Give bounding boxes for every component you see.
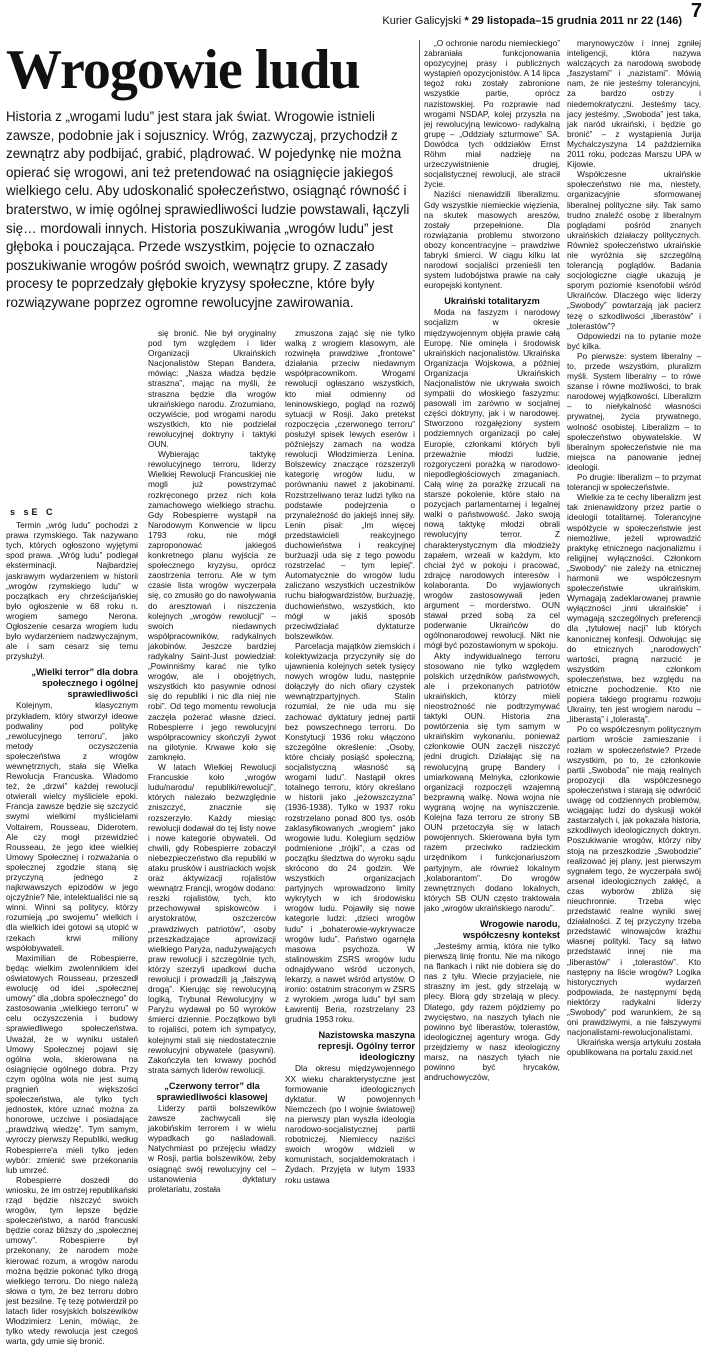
article-column-4 — [424, 38, 560, 1100]
column-divider — [419, 40, 420, 1100]
paragraph: Współczesne ukraińskie społeczeństwo nie ma, niestety, organizacyjnie sformowanej liberalnej polityczne siły. Tak samo trudno znaleźć osobę z liberalnym poglądami pośród znanych ukraińskich działaczy politycznych. Również społeczeństwo ukraińskie nie wyróżnia się szczególną tolerancją poglądów. Badania socjologiczne ciągle ukazują je sporym poziomie ksenofobii wśród Ukraińców. Dlaczego więc liderzy „Swobody” powtarzają jak pacierz tezę o szkodliwości „liberastów” i „tolerastów”? — [567, 169, 701, 331]
section-heading: „Czerwony terror” dla sprawiedliwości klasowej — [156, 1080, 268, 1102]
section-heading: Ukraiński totalitaryzm — [444, 296, 540, 307]
article-column-3 — [285, 328, 415, 1185]
paragraph: Po drugie: liberalizm – to przymat tolerancji w społeczeństwie. — [567, 472, 701, 493]
page-header — [0, 0, 708, 38]
publication-name: Kurier Galicyjski — [382, 15, 462, 27]
paragraph: Dla okresu międzywojennego XX wieku charakterystyczne jest formowanie ideologicznych dyktatur. W powojennych Niemczech (po I wojnie światowej) na pierwszy plan wyszła ideologia narodowo-socjalistycznej partii robotniczej. Niemieccy naziści swoich wrogów widzieli w komunistach, socjaldemokratach i Żydach. Przyjęta w lutym 1933 roku ustawa — [285, 1063, 415, 1185]
paragraph: zmuszona zająć się nie tylko walką z wrogiem klasowym, ale rozwinęła prawdziwe „frontowe” działania przeciw niedawnym współpracownikom. Wrogami rewolucji ogłaszano wszystkich, kto miał odmienny od leninowskiego, pogląd na rozwój sytuacji w Rosji. Jako pretekst rozpoczęcia „czerwonego terroru” posłużył spisek lewych eserów i późniejszy zamach na wodza rewolucji Włodzimierza Lenina. Bolszewicy znaczące rozszerzyli kategorię wrogów ludu, w porównaniu nawet z jakobinami. Rozstrzeliwano teraz ludzi tylko na podstawie podejrzenia o przynależność do jakiejś innej siły. Lenin pisał: „Im więcej przedstawicieli reakcyjnego duchowieństwa i reakcyjnej burżuazji uda się z tego powodu rozstrzelać – tym lepiej”. Automatycznie do wrogów ludu zaliczano wszystkich uczestników ruchu białogwardzistów, burżuazję, duchowieństwo, wszystkich, kto mógł w jakiś sposób przeciwdziałać dyktaturze bolszewików. — [285, 328, 415, 641]
paragraph: Po pierwsze: system liberalny – to, przede wszystkim, pluralizm myśli. System liberalny – to rówe szanse i równe możliwości, to brak narodowej wyjątkowości. Liberalizm – to niełykalność własności prywatnej, życia prywatnego, wolność osobistej. Liberalizm – to społeczeństwo obywatelskie. W liberalnym społeczeństwie nie ma miejsca na panowanie jednej ideologii. — [567, 350, 701, 472]
paragraph: Liderzy partii bolszewików zawsze zachwycali się jakobińskim terrorem i w wielu wypadkach go naśladowali. Natychmiast po przejęciu władzy w Rosji, partia bolszewików, żeby osiągnąć swój rewolucyjny cel – ustanowienia dyktatury proletariatu, została — [148, 1102, 276, 1194]
paragraph: Maximilian de Robespierre, będąc wielkim zwolennikiem idei oświatowych Rousseau, przeszedł ewolucję od idei „społecznej umowy” dla „dobra społecznego” do zastosowania „wielkiego terroru” w celu oczyszczenia i budowy sprawiedliwego społeczeństwa. Uważał, że w wyniku ustaleń Umowy Społecznej pojawi się ogólna wola, skierowana na osiągnięcie ogólnego dobra. Przy czym ogólna wola nie jest sumą pragnień większości społeczeństwa, ale tylko tych jednostek, które uznać można za honorowe, uczciwe i posiadające „prawdziwą wiedzę”. Tym samym, wyroczy pierwszy Republiki, według Robespierre'a mieli tylko jeden wybór: zmienić swe przekonania lub umrzeć. — [6, 952, 138, 1175]
article-column-5 — [567, 38, 701, 1100]
paragraph: Akty indywidualnego terroru stosowano nie tylko względem polskich urzędników państwowych, ale i przekonanych patriotów ukraińskich, którzy mieli nieostrożność nie podtrzymywać taktyki OUN. Historia zna powtórzenia się tym samym w ukraińskim wykonaniu, ponieważ członkowie OUN zaczęli niszczyć jedni drugich. Działając się na rewolucyjną grupę Bandery i umiarkowaną Melnyka, członkowie organizacji rozpoczęli wzajemną bezprawną walkę. Nowa wojna nie wygraną wojnę na wyniszczenie. Kolejna faza terroru ze strony SB OUN przetoczyła się w latach powojennych. Skierowana była tym razem przeciwko radzieckim urzędnikom i funkcjonariuszom partyjnym, ale również lokalnym „kolaborantom”. Do wrogów zewnętrznych dodano lokalnych, których SB OUN często traktowała jako „wrogów ukraińskiego narodu”. — [424, 650, 560, 913]
paragraph: W latach Wielkiej Rewolucji Francuskie koło „wrogów ludu/narodu/ republiki/rewolucji”, których nalezało bezwzględnie zniszczyć, znacznie się rozszerzyło. Każdy miesiąc rewolucji dodawał do tej listy nowe i nowe kategorie obywateli. Od chwili, gdy Robespierre zobaczył niebezpieczeństwo dla republiki w ataku prusków i austriackich wojsk oraz aktywizacji rojalistów wewnątrz Francji, wrogów dodano: reszki rojalistów, tych, kto przechowywał spiskowców i arystokratów, oszczerców „prawdziwych patriotów”, osoby przeszkadzające aprowizacji wielkiego Paryża, nadużywających praw rewolucji i szczególnie tych, którzy szerzyli upadkowi ducha rewolucji i prowadzili ją „fałszywą drogą”. Kierując się rewolucyjną logiką, Trybunał Rewolucyjny w Paryżu wydawał po 50 wyroków śmierci dziennie. Początkowo byli to rojaliści, potem ich sympatycy, kolejnymi stali się niedostatecznie rewolucyjni obywatele (pasywni). Zakończyła ten krwawy pochód strata samych liderów rewolucji. — [148, 762, 276, 1075]
section-heading: „Wielki terror” dla dobra społecznego i ogólnej sprawiedliwości — [31, 667, 138, 700]
paragraph: „Jesteśmy armią, która nie tylko pierwszą linię frontu. Nie ma nikogo na flankach i nikt nie dobiera się do nas z tyłu. Wiecie przyjaciele, nie straszny im jest, gdy strzelają w plecy. Biorą gdy strzelają w plecy. Dlatego, gdy razem pójdziemy po zwycięstwo, na naszych tyłach nie powinno być liberastów, tolerastów, ideologicznej agentury wroga. Gdy przejdziemy w nasz ideologiczny marsz, na naszych tyłach nie powinno być hrycaków, andruchowyczów, — [424, 940, 560, 1083]
paragraph: Naziści nienawidzili liberalizmu. Gdy wszystkie niemieckie więzienia, na skutek masowych areszów, zostały przepełnione. Dla rozwiązania problemu stworzono obozy koncentracyjne – prawdziwe fabryki śmierci. W ciągu kilku lat narodowi socjaliści przenieśli ten system ludobójstwa prawie na cały europejski kontynent. — [424, 189, 560, 291]
article-headline: Wrogowie ludu — [6, 39, 360, 101]
paragraph: Termin „wróg ludu” pochodzi z prawa rzymskiego. Tak nazywano tych, których ogłoszono wyjętymi spod prawa. „Wróg ludu” podlegał eksterminacji. Najbardziej jaskrawym wydarzeniem w historii „wrogów rzymskiego ludu” w początkach ery chrześcijańskiej było ogłoszenie w 68 roku n. wrogiem samego Nerona. Ogłoszenie cesarza wrogiem ludu było wydarzeniem nadzwyczajnym, ale i sam cesarz się temu przysłużył. — [6, 520, 138, 662]
paragraph: marynowyczów i innej zgniłej inteligencji, która nazywa walczących za narodową swobodę „faszystami” i „nazistami”. Mówią nam, że nie jesteśmy tolerancyjni, za bardzo ostrzy i niedemokratyczni. Jesteśmy tacy, jacy jesteśmy. „Swoboda” jest taka, jak naród ukraiński, i będzie go bronić” – z wystąpienia Jurija Mychalczyszyna 14 października 2011 roku, podczas Marszu UPA w Kijowie. — [567, 38, 701, 170]
paragraph: Robespierre doszedł do wniosku, że im ostrzej republikański rząd będzie niszczyć swoich wrogów, tym lepsze będzie społeczeństwo, a naród francuski będzie coraz bliższy do „społecznej umowy”. Robespierre był przekonany, że narodem może kierować rozum, a wrogów narodu można będzie pokonać tylko drogą wielkiego terroru. Do niego należą słowa o tym, że bez terroru dobro jest bezsilne. Tę tezę potwierdził po latach lider rosyjskich bolszewików Włodzimierz Lenin, mówiąc, że tylko wtedy rewolucja jest czegoś warta, gdy umie się bronić. — [6, 1174, 138, 1346]
paragraph: Moda na faszyzm i narodowy socjalizm w okresie międzywojennym objęła prawie całą Europę. Nie ominęła i środowisk ukraińskich nacjonalistów. Ukraińska Organizacja Wojskowa, a później Organizacja Ukraińskich Nacjonalistów nie ukrywała swoich sympatii do włoskiego faszyzmu: pasowali im zarówno w socjalnej części doktryny, jak i w narodowej. Stworzono rozgałęziony system podziemnych organizacji po całej Europie, członkami których byli przeważnie młodzi ludzie, rozgoryczeni porażką w narodowo-niepodległościowych zmaganiach. Całą winę za porażkę zrzucali na starsze pokolenie, które stało na pozycjach parlamentarnej i legalnej walki o państwowość. Jako swoją nową taktykę młodzi obrali rewolucyjny terror. Z charakterystycznym dla młodzieży zapałem, wrzeali w każdym, kto chciał żyć w pokoju i pracować, zdrajcę narodowych interesów i kolaboranta. Do wyjawionych wrogów zastosowywali jeden argument – morderstwo. OUN stawał przed sobą za cel poderwanie Ukraińców do ogólnonarodowej rewolucji. Nikt nie mógł być pozostawionym w spokoju. — [424, 307, 560, 651]
issue-info: * 29 listopada–15 grudnia 2011 nr 22 (146) — [464, 15, 682, 27]
paragraph: Po co współczesnym politycznym partiom wroście zamieszanie i rozłam w społeczeństwie? Przede wszystkim, po to, że członkowie partii „Swoboda” nie mają realnych propozycji dla współczesnego społeczeństwa i starają się odwrócić uwagę od codziennych problemów, wciągając ludzi do dyskusji wokół zastarzałych i, jak pokazała historia, szkodliwych ideologicznych doktryn. Poszukiwanie wrogów, którzy niby stoją na przeszkodzie „Swobodzie” realizować jej plany, jest pierwszym sygnałem tego, że wyczerpała swój arsenał ideologicznych zakłęć, a czas wyborów zbliża się nieuchronnie. Trzeba więc przedstawić realne wyniki swej działalności. Z tej przyczyny trzeba przedstawić winowajców kraźhu własnej polityki. Tacy są łatwo przedstawić innej nie ma „liberastów” i „tolerastów”. Kto następny na liście wrogów? Logika historycznych wydarzeń podpowiada, że następnymi będą niektórzy radykalni liderzy „Swobody” pod warunkiem, że są oni prawdziwymi, a nie fałszywymi nacjonalistami-rewolucjonalistami. — [567, 724, 701, 1038]
article-column-2 — [148, 328, 276, 1194]
section-heading: Nazistowska maszyna represji. Ogólny terror ideologiczny — [317, 1030, 415, 1063]
paragraph: Kolejnym, klasycznym przykładem, który stworzył ideowe podwaliny pod politykę „rewolucyjnego terroru”, jako metody oczyszczenia społeczeństwa z wrogów wewnętrznych, stała się Wielka Rewolucja Francuska. Wiadomo też, że „drzwi” każdej rewolucji otwierali wielcy myśliciele epoki. Francja zawsze będzie się szczycić swymi wielkimi myślicielami Voltairem, Rousseau, Diderotem. Ale czy mogł przewidzieć Rousseau, że jego idee wielkiej Umowy Społecznej i rozważania o społecznej zgodzie staną się przyczyną jednego z najkrwawszych epizodów w jego ojczyźnie? Nie, intelektualiści nie są winni. Winni są politycy, którzy rozumieją „po swojemu” wielkich i dla wielkich idei gotowi są utopić w rzekach krwi miliony współobywateli. — [6, 700, 138, 953]
author-byline: s sE C — [10, 507, 56, 517]
paragraph: Ukraińska wersja artykułu została opublikowana na portalu zaxid.net — [567, 1037, 701, 1058]
page-number: 7 — [690, 0, 702, 22]
section-heading: Wrogowie narodu, współczesny kontekst — [462, 918, 560, 940]
paragraph: Wielkie za te cechy liberalizm jest tak znienawidzony przez partie o ideologii totalitarnej. Tolerancyjne współżycie w społeczeństwie jest niemożliwe, jeżeli wprowadzić praktykę etnicznego nacjonalizmu i religijnej wyłączności. Członkom „Swobody” nie zależy na etnicznej harmonii we współczesnym społeczeństwie ukraińskim. Wymagają zadeklarowanej prawnie wyłączności „inni ukraińskie” i wymagają szczególnych preferencji dla „tytułowej nacji” lub których kanonicznej konfesji. Odwołując się do etnicznych „narodowych” wartości, pragną narzucić je wszystkim członkom społeczeństwa, bez względu na etniczne pochodzenie. Kto nie popiera takiego programu rozwoju Ukrainy, ten jest wrogiem narodu – „liberastą” i „tolerastą”. — [567, 492, 701, 725]
paragraph: się bronić. Nie był oryginalny pod tym względem i lider Organizacji Ukraińskich Nacjonalistów Stepan Bandera, mówiąc: „Nasza władza będzie straszna”, mając na myśli, że straszna będzie dla wrogów ukraińskiego narodu. Zrozumiano, oczywiście, pod wrogami narodu wszystkich, kto nie podzielał rewolucyjnej doktryny i taktyki OUN. — [148, 328, 276, 450]
lead-text: Historia z „wrogami ludu” jest stara jak świat. Wrogowie istnieli zawsze, podobnie jak i sojusznicy. Wróg, zazwyczaj, przychodził z zewnątrz aby podbijać, grabić, plądrować. W pojedynkę nie można opierać się wrogowi, ani też pretendować na osiągnięcie jakiegoś wielkiego celu. Aby udoskonalić społeczeństwo, osiągnąć równość i braterstwo, w imię ogólnej sprawiedliwości ludzie powstawali, łączyli się… mordowali innych. Historia poszukiwania „wrogów ludu” jest głęboka i pouczająca. Przede wszystkim, pojęcie to oznaczało poszukiwanie wrogów pośród swoich, wewnątrz grupy. Z zasady procesy te poprzedzały głębokie kryzysy społeczne, które były rozwiązywane poprzez ogromne rewolucyjne zawirowania. — [6, 109, 410, 310]
paragraph: Parcelacja majątków ziemskich i kolektywizacja przyczyniły się do ujawnienia kolejnych setek tysięcy nowych wrogów ludu, następnie dołączyły do nich ofiary czystek wewnątrzpartyjnych. Stalin rozumiał, że nie uda mu się zachować dyktatury jednej partii bez powszechnego terroru. Do Konstytucji 1936 roku włączono szczególne określenie: „Osoby, które chciały posiąść społeczną, socjalistyczną własność są wrogami ludu”. Nastąpił okres totalnego terroru, który określano w historii jako „jeżowszczyzna” (1936-1938). Tylko w 1937 roku rozstrzelano ponad 800 tys. osób zaklasyfikowanych „wrogiem” jako wrogowie ludu. Kolegium sędziów podmienione „trójki”, a czas od początku śledztwa do wyroku sądu skrócono do 24 godzin. We wszystkich organizacjach partyjnych wprowadzono limity wykrytych w ich środowisku wrogów ludu. Pojawiły się nowe kategorie ludzi: „dzieci wrogów ludu” i „bohaterowie-wykrywacze wrogów ludu”. Państwo ogarnęła masowa psychoza. W stalinowskim ZSRS wrogów ludu odnajdywano wśród uczonych, lekarzy, a nawet wśród artystów. O ironio: ostatnim straconym w ZSRS z wyrokiem „wroga ludu” był sam Ławrentij Beria, rozstrzelany 23 grudnia 1953 roku. — [285, 640, 415, 1025]
paragraph: Odpowiedzi na to pytanie może być kilka. — [567, 330, 701, 351]
paragraph: „O ochronie narodu niemieckiego” zabraniała funkcjonowania opozycyjnej prasy i publicznych wystąpień opozycjonistów. A 14 lipca tegoż roku zostały zabronione wszystkie partie, oprócz nazistowskiej. Po rozprawie nad wrogami NSDAP, kolej przyszła na jej rewolucyjną lewicowo- radykalną grupę – „Oddziały szturmowe” SA. Dowódca tych oddziałów Ernst Röhm miał nadzieję na urzeczywistnienie drugiej, socjalistycznej rewolucji, ale stracił życie. — [424, 38, 560, 190]
publication-line — [382, 15, 682, 27]
article-lead — [6, 108, 414, 313]
paragraph: Wybierając taktykę rewolucyjnego terroru, liderzy Wielkiej Rewolucji Francuskiej nie mogli już powstrzymać rozkręconego przez nich koła zamachowego wielkiego strachu. Gdy Robespierre wystąpił na Narodowym Konwencie w lipcu 1793 roku, nie mógł zaproponować jakiegoś konkretnego planu wyjścia ze społecznego kryzysu, oprócz zaostrzenia terroru. Ale w tym czasie lista wrogów wyczerpała się, co zmusiło go do nawoływania do aresztowań i niszczenia kolejnych „wrogów rewolucji” – swoich niedawnych współpracowników, radykalnych jakobinów. Jeszcze bardziej radykalny Saint-Just powiedział: „Powinniśmy karać nie tylko wrogów, ale i obojętnych, wszystkich kto pasywnie odnosi się do republiki i nic dla niej nie robi”. Od tego momentu rewolucja zaczęła pożerać własne dzieci. Robespierre i jego rewolucyjni współpracownicy skończyli żywot na gilotynie. Krwawe koło się zamknęło. — [148, 449, 276, 762]
article-column-1 — [6, 505, 138, 1346]
